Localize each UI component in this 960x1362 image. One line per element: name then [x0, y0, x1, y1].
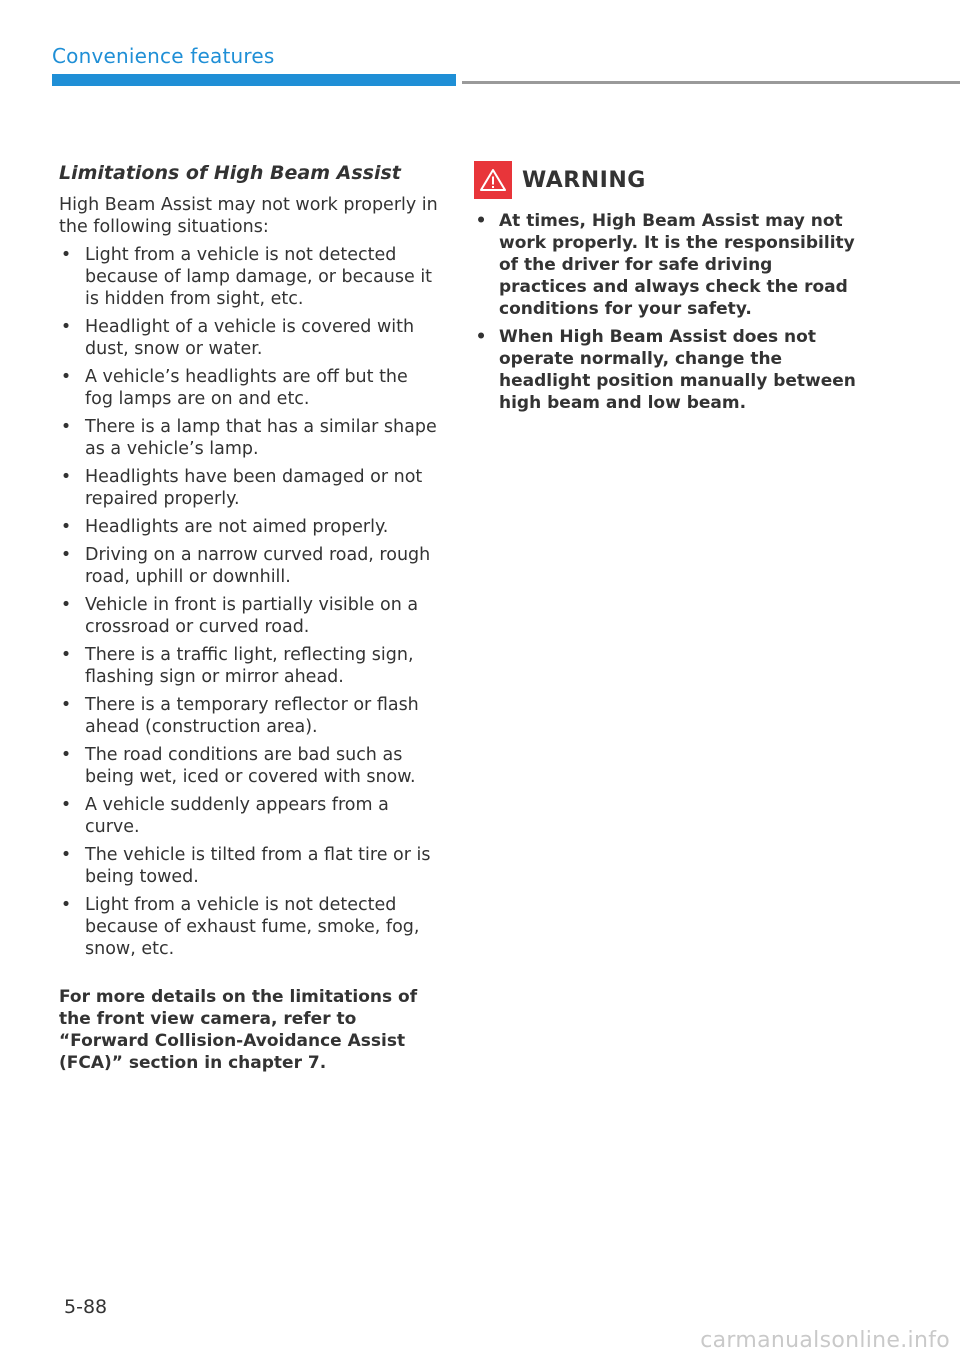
bullet-icon: • [475, 327, 487, 347]
list-item-text: Headlights have been damaged or not repaired properly. [85, 467, 423, 509]
bullet-icon: • [60, 367, 72, 387]
warning-item [474, 326, 864, 414]
warning-box [474, 160, 864, 420]
bullet-icon: • [60, 467, 72, 487]
warning-item-text: When High Beam Assist does not operate normally, change the headlight position manually between high beam and low beam. [499, 327, 856, 413]
bullet-icon: • [60, 845, 72, 865]
list-item [59, 794, 439, 838]
list-item [59, 894, 439, 960]
list-item-text: A vehicle suddenly appears from a curve. [85, 795, 389, 837]
bullet-icon: • [60, 895, 72, 915]
more-details-note: For more details on the limitations of the front view camera, refer to “Forward Collision-Avoidance Assist (FCA)” section in chapter 7. [59, 987, 418, 1073]
section-intro: High Beam Assist may not work properly in the following situations: [59, 195, 438, 237]
bullet-icon: • [60, 695, 72, 715]
warning-label: WARNING [522, 167, 646, 193]
section-heading: Limitations of High Beam Assist [59, 162, 401, 184]
warning-triangle-icon [474, 161, 512, 199]
bullet-icon: • [475, 211, 487, 231]
list-item [59, 244, 439, 310]
bullet-icon: • [60, 245, 72, 265]
bullet-icon: • [60, 417, 72, 437]
header-rule-accent [52, 74, 456, 86]
list-item-text: Light from a vehicle is not detected because of exhaust fume, smoke, fog, snow, etc. [85, 895, 420, 959]
bullet-icon: • [60, 317, 72, 337]
list-item [59, 844, 439, 888]
list-item-text: A vehicle’s headlights are off but the fog lamps are on and etc. [85, 367, 408, 409]
page-number: 5-88 [64, 1296, 108, 1318]
limitations-list [59, 244, 439, 960]
list-item [59, 366, 439, 410]
list-item [59, 594, 439, 638]
list-item-text: Headlight of a vehicle is covered with dust, snow or water. [85, 317, 415, 359]
bullet-icon: • [60, 545, 72, 565]
list-item [59, 416, 439, 460]
list-item [59, 694, 439, 738]
list-item [59, 316, 439, 360]
list-item-text: The vehicle is tilted from a flat tire or is being towed. [85, 845, 431, 887]
list-item-text: Light from a vehicle is not detected because of lamp damage, or because it is hidden from sight, etc. [85, 245, 433, 309]
list-item-text: Headlights are not aimed properly. [85, 517, 389, 537]
list-item [59, 644, 439, 688]
bullet-icon: • [60, 645, 72, 665]
bullet-icon: • [60, 795, 72, 815]
header-title: Convenience features [52, 44, 275, 68]
limitations-section [59, 160, 439, 1074]
bullet-icon: • [60, 745, 72, 765]
warning-list [474, 210, 864, 414]
list-item-text: There is a lamp that has a similar shape as a vehicle’s lamp. [85, 417, 437, 459]
list-item [59, 466, 439, 510]
list-item [59, 744, 439, 788]
bullet-icon: • [60, 517, 72, 537]
warning-item-text: At times, High Beam Assist may not work properly. It is the responsibility of the driver for safe driving practices and always check the road conditions for your safety. [499, 211, 855, 319]
watermark: carmanualsonline.info [700, 1328, 950, 1353]
header-rule-gray [462, 81, 960, 84]
list-item-text: The road conditions are bad such as being wet, iced or covered with snow. [85, 745, 416, 787]
list-item-text: Driving on a narrow curved road, rough road, uphill or downhill. [85, 545, 431, 587]
list-item-text: There is a temporary reflector or flash ahead (construction area). [85, 695, 419, 737]
list-item [59, 544, 439, 588]
warning-header [474, 160, 864, 200]
bullet-icon: • [60, 595, 72, 615]
list-item-text: There is a traffic light, reflecting sign, flashing sign or mirror ahead. [85, 645, 414, 687]
warning-item [474, 210, 864, 320]
list-item-text: Vehicle in front is partially visible on a crossroad or curved road. [85, 595, 419, 637]
list-item [59, 516, 439, 538]
